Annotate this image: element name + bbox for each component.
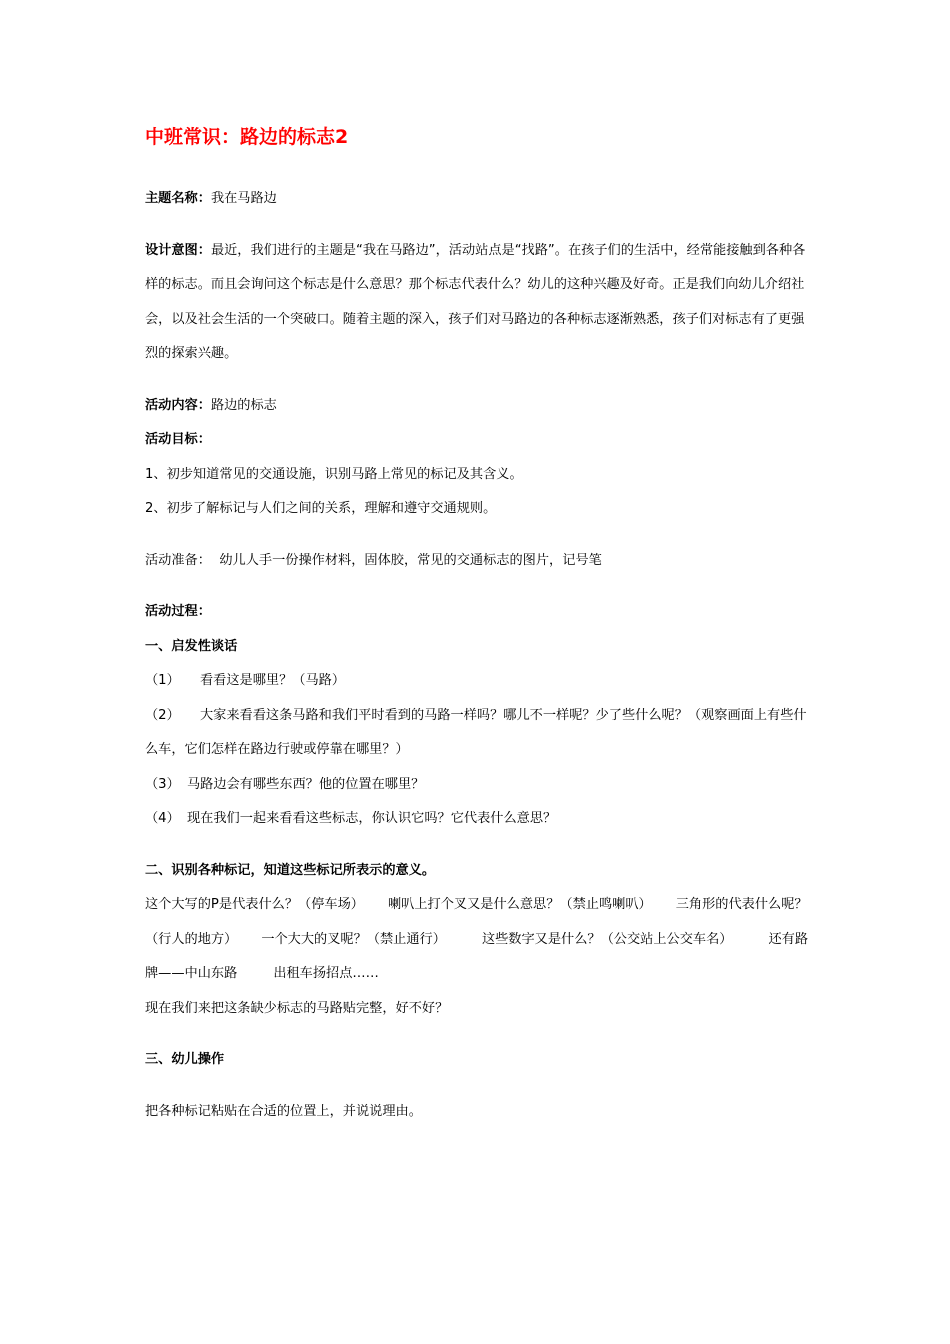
goals-label: 活动目标： [145,432,211,447]
spacer [145,372,810,389]
sign-item: 喇叭上打个叉又是什么意思？（禁止鸣喇叭） [387,897,652,912]
design-paragraph [145,234,810,372]
spacer [145,217,810,234]
sign-item: 这些数字又是什么？（公交站上公交车名） [481,931,733,947]
spacer [145,578,810,595]
design-label: 设计意图： [145,242,211,258]
question-number: （1） [145,673,180,688]
content-line [145,389,810,424]
prep-value: 幼儿人手一份操作材料，固体胶，常见的交通标志的图片，记号笔 [219,552,602,568]
question-item [145,768,810,803]
question-number: （3） [145,776,180,792]
theme-line [145,182,810,217]
question-number: （2） [145,707,180,723]
section-heading: 一、启发性谈话 [145,638,238,654]
section-heading: 二、识别各种标记，知道这些标记所表示的意义。 [145,862,436,878]
design-text: 最近，我们进行的主题是“我在马路边”，活动站点是“找路”。在孩子们的生活中，经常能接触到各种各样的标志。而且会询问这个标志是什么意思？那个标志代表什么？幼儿的这种兴趣及好奇。正是我们向幼儿介绍社会，以及社会生活的一个突破口。随着主题的深入，孩子们对马路边的各种标志逐渐熟悉，孩子们对标志有了更强烈的探索兴趣。 [145,242,806,361]
goal-item: 2、初步了解标记与人们之间的关系，理解和遵守交通规则。 [145,501,497,516]
sign-item: 这个大写的P是代表什么？（停车场） [145,897,364,912]
document-page [145,122,810,1129]
sign-item: 三角形的代表什么呢？（行人的地方） [145,897,808,947]
theme-label: 主题名称： [145,191,211,206]
sign-item: 还有路牌——中山东路 [145,931,809,981]
spacer [145,527,810,544]
spacer [145,1078,810,1095]
spacer [145,837,810,854]
question-number: （4） [145,811,180,826]
question-text: 马路边会有哪些东西？他的位置在哪里？ [187,776,425,792]
prep-label: 活动准备： [145,552,211,568]
question-text: 现在我们一起来看看这些标志，你认识它吗？它代表什么意思？ [187,811,557,826]
prep-line [145,544,810,579]
sign-closing: 现在我们来把这条缺少标志的马路贴完整，好不好？ [145,1000,449,1016]
section-heading: 三、幼儿操作 [145,1052,225,1067]
operation-text: 把各种标记粘贴在合适的位置上，并说说理由。 [145,1103,422,1119]
content-value: 路边的标志 [210,397,277,413]
content-label: 活动内容： [145,397,211,413]
question-text: 看看这是哪里？（马路） [200,673,346,688]
sign-paragraph [145,888,810,992]
process-label: 活动过程： [145,604,211,619]
goal-item: 1、初步知道常见的交通设施，识别马路上常见的标记及其含义。 [145,466,523,482]
question-item [145,699,810,768]
sign-item: 一个大大的叉呢？（禁止通行） [261,931,446,947]
spacer [145,1026,810,1043]
question-item [145,802,810,837]
theme-value: 我在马路边 [210,191,277,206]
question-item [145,664,810,699]
document-title: 中班常识：路边的标志2 [145,126,349,148]
question-text: 大家来看看这条马路和我们平时看到的马路一样吗？哪儿不一样呢？少了些什么呢？（观察画面上有些什么车，它们怎样在路边行驶或停靠在哪里？） [145,707,807,757]
sign-item: 出租车扬招点…… [273,966,379,981]
